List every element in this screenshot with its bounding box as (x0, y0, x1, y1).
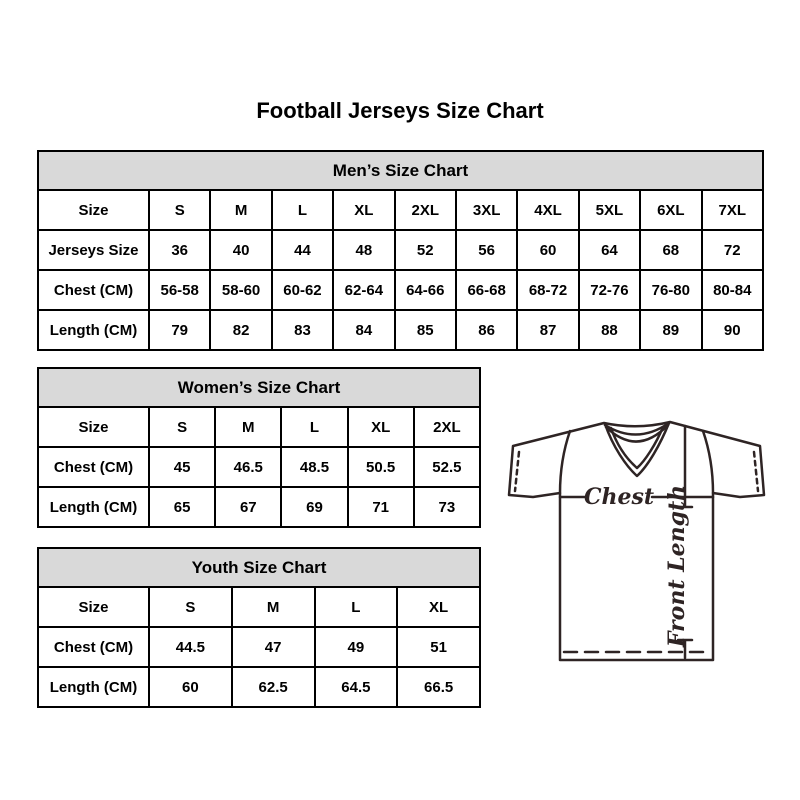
value-cell: 56 (456, 230, 517, 270)
value-cell: 73 (414, 487, 480, 527)
value-cell: 67 (215, 487, 281, 527)
value-cell: 44 (272, 230, 333, 270)
value-cell: 68 (640, 230, 701, 270)
value-cell: 46.5 (215, 447, 281, 487)
value-cell: 71 (348, 487, 414, 527)
youth-size-table (37, 547, 481, 708)
value-cell: 44.5 (149, 627, 232, 667)
row-label: Chest (CM) (38, 447, 149, 487)
value-cell: 48.5 (281, 447, 347, 487)
value-cell: S (149, 587, 232, 627)
value-cell: 52.5 (414, 447, 480, 487)
table-row (38, 310, 763, 350)
chest-label: Chest (583, 484, 655, 510)
value-cell: M (232, 587, 315, 627)
value-cell: 2XL (395, 190, 456, 230)
value-cell: 80-84 (702, 270, 763, 310)
value-cell: S (149, 190, 210, 230)
table-row (38, 548, 480, 587)
value-cell: 72-76 (579, 270, 640, 310)
value-cell: 65 (149, 487, 215, 527)
value-cell: L (281, 407, 347, 447)
value-cell: 68-72 (517, 270, 578, 310)
row-label: Length (CM) (38, 487, 149, 527)
row-label: Chest (CM) (38, 270, 149, 310)
value-cell: 60 (149, 667, 232, 707)
value-cell: 62.5 (232, 667, 315, 707)
value-cell: 2XL (414, 407, 480, 447)
value-cell: 64-66 (395, 270, 456, 310)
row-label: Jerseys Size (38, 230, 149, 270)
value-cell: S (149, 407, 215, 447)
value-cell: 36 (149, 230, 210, 270)
value-cell: 3XL (456, 190, 517, 230)
value-cell: 60-62 (272, 270, 333, 310)
value-cell: 76-80 (640, 270, 701, 310)
value-cell: L (272, 190, 333, 230)
table-row (38, 627, 480, 667)
womens-table-header: Women’s Size Chart (38, 368, 480, 407)
value-cell: M (210, 190, 271, 230)
value-cell: XL (333, 190, 394, 230)
value-cell: 49 (315, 627, 398, 667)
table-row (38, 270, 763, 310)
value-cell: 79 (149, 310, 210, 350)
value-cell: 90 (702, 310, 763, 350)
table-row (38, 587, 480, 627)
value-cell: L (315, 587, 398, 627)
table-row (38, 487, 480, 527)
row-label: Size (38, 407, 149, 447)
value-cell: XL (397, 587, 480, 627)
value-cell: M (215, 407, 281, 447)
value-cell: 66-68 (456, 270, 517, 310)
value-cell: 6XL (640, 190, 701, 230)
value-cell: 82 (210, 310, 271, 350)
value-cell: 89 (640, 310, 701, 350)
jersey-measurement-diagram (500, 400, 780, 680)
value-cell: 62-64 (333, 270, 394, 310)
value-cell: 88 (579, 310, 640, 350)
value-cell: 69 (281, 487, 347, 527)
value-cell: 56-58 (149, 270, 210, 310)
value-cell: 58-60 (210, 270, 271, 310)
value-cell: 50.5 (348, 447, 414, 487)
row-label: Length (CM) (38, 310, 149, 350)
table-row (38, 407, 480, 447)
value-cell: 5XL (579, 190, 640, 230)
value-cell: 64 (579, 230, 640, 270)
mens-table-header: Men’s Size Chart (38, 151, 763, 190)
jersey-outline (509, 422, 764, 660)
value-cell: 83 (272, 310, 333, 350)
value-cell: 66.5 (397, 667, 480, 707)
value-cell: 48 (333, 230, 394, 270)
table-row (38, 151, 763, 190)
value-cell: 84 (333, 310, 394, 350)
value-cell: 47 (232, 627, 315, 667)
value-cell: 85 (395, 310, 456, 350)
value-cell: 45 (149, 447, 215, 487)
value-cell: 64.5 (315, 667, 398, 707)
value-cell: 51 (397, 627, 480, 667)
value-cell: 60 (517, 230, 578, 270)
womens-size-table (37, 367, 481, 528)
value-cell: 7XL (702, 190, 763, 230)
value-cell: 72 (702, 230, 763, 270)
row-label: Size (38, 587, 149, 627)
value-cell: XL (348, 407, 414, 447)
value-cell: 40 (210, 230, 271, 270)
value-cell: 4XL (517, 190, 578, 230)
youth-table-header: Youth Size Chart (38, 548, 480, 587)
value-cell: 52 (395, 230, 456, 270)
row-label: Chest (CM) (38, 627, 149, 667)
page-title: Football Jerseys Size Chart (256, 98, 544, 123)
table-row (38, 368, 480, 407)
front-length-label: Front Length (664, 484, 690, 648)
table-row (38, 190, 763, 230)
row-label: Size (38, 190, 149, 230)
table-row (38, 667, 480, 707)
table-row (38, 447, 480, 487)
value-cell: 86 (456, 310, 517, 350)
value-cell: 87 (517, 310, 578, 350)
row-label: Length (CM) (38, 667, 149, 707)
mens-size-table (37, 150, 764, 351)
table-row (38, 230, 763, 270)
